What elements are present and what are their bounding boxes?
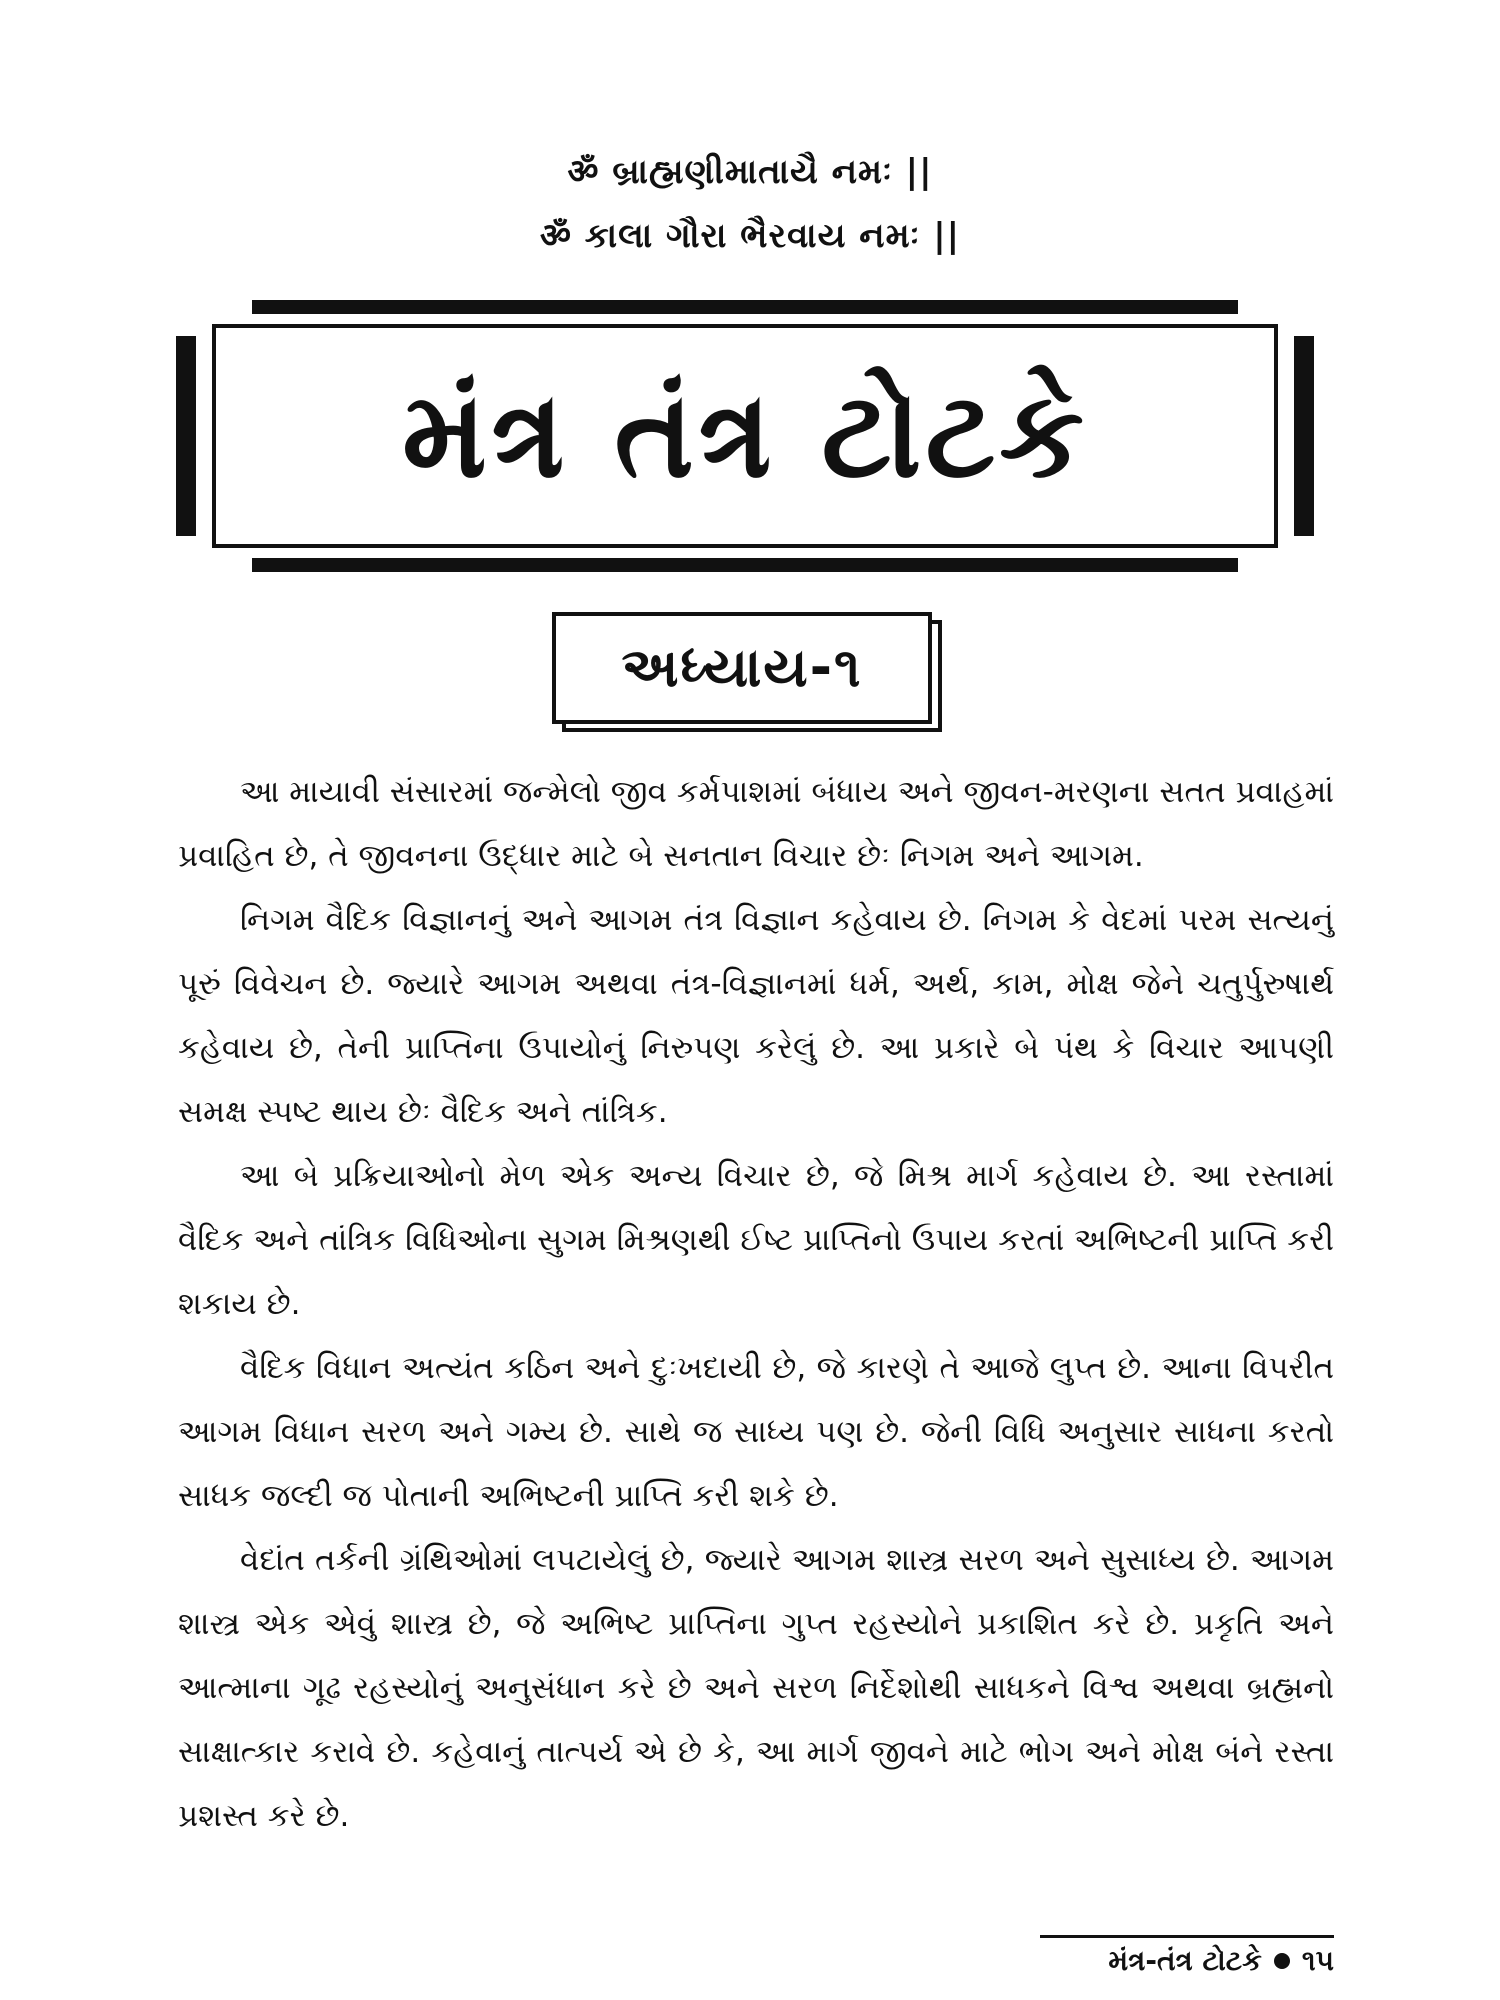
footer-book-title: મંત્ર-તંત્ર ટોટકે bbox=[1108, 1944, 1262, 1977]
page-number: ૧૫ bbox=[1301, 1944, 1334, 1977]
paragraph: આ માયાવી સંસારમાં જન્મેલો જીવ કર્મપાશમાં બંધાય અને જીવન-મરણના સતત પ્રવાહમાં પ્રવાહિત છે, તે જીવનના ઉદ્ધાર માટે બે સનતાન વિચાર છેઃ નિગમ અને આગમ. bbox=[178, 774, 1334, 874]
frame-bar-bottom bbox=[252, 558, 1238, 572]
paragraph: વેદાંત તર્કની ગ્રંથિઓમાં લપટાયેલું છે, જ્યારે આગમ શાસ્ત્ર સરળ અને સુસાધ્ય છે. આગમ શાસ્ત્ર એક એવું શાસ્ત્ર છે, જે અભિષ્ટ પ્રાપ્તિના ગુપ્ત રહસ્યોને પ્રકાશિત કરે છે. પ્રકૃતિ અને આત્માના ગૂઢ રહસ્યોનું અનુસંધાન કરે છે અને સરળ નિર્દેશોથી સાધકને વિશ્વ અથવા બ્રહ્મનો સાક્ષાત્કાર કરાવે છે. કહેવાનું તાત્પર્ય એ છે કે, આ માર્ગ જીવને માટે ભોગ અને મોક્ષ બંને રસ્તા પ્રશસ્ત કરે છે. bbox=[178, 1542, 1334, 1834]
chapter-heading: અધ્યાય-૧ bbox=[621, 636, 863, 699]
chapter-label-box bbox=[552, 612, 942, 732]
page-footer bbox=[1108, 1944, 1334, 1978]
title-frame bbox=[176, 300, 1314, 572]
bullet-icon bbox=[1274, 1953, 1290, 1969]
frame-side-right bbox=[1294, 336, 1314, 536]
chapter-box bbox=[552, 612, 932, 724]
body-text bbox=[178, 760, 1334, 1848]
paragraph: નિગમ વૈદિક વિજ્ઞાનનું અને આગમ તંત્ર વિજ્ઞાન કહેવાય છે. નિગમ કે વેદમાં પરમ સત્યનું પૂરું વિવેચન છે. જ્યારે આગમ અથવા તંત્ર-વિજ્ઞાનમાં ધર્મ, અર્થ, કામ, મોક્ષ જેને ચતુર્પુરુષાર્થ કહેવાય છે, તેની પ્રાપ્તિના ઉપાયોનું નિરુપણ કરેલું છે. આ પ્રકારે બે પંથ કે વિચાર આપણી સમક્ષ સ્પષ્ટ થાય છેઃ વૈદિક અને તાંત્રિક. bbox=[178, 902, 1334, 1130]
title-box bbox=[212, 324, 1278, 548]
frame-side-left bbox=[176, 336, 196, 536]
paragraph: વૈદિક વિધાન અત્યંત કઠિન અને દુઃખદાયી છે, જે કારણે તે આજે લુપ્ત છે. આના વિપરીત આગમ વિધાન સરળ અને ગમ્ય છે. સાથે જ સાધ્ય પણ છે. જેની વિધિ અનુસાર સાધના કરતો સાધક જલ્દી જ પોતાની અભિષ્ટની પ્રાપ્તિ કરી શકે છે. bbox=[178, 1350, 1334, 1514]
footer-rule bbox=[1040, 1935, 1334, 1938]
invocation-line: ॐ કાલા ગૌરા ભૈરવાય નમઃ || bbox=[539, 216, 961, 256]
page-title: મંત્ર તંત્ર ટોટકે bbox=[402, 366, 1088, 505]
invocation-line: ॐ બ્રાહ્મણીમાતાયૈ નમઃ || bbox=[567, 152, 933, 192]
invocations bbox=[0, 140, 1500, 268]
frame-bar-top bbox=[252, 300, 1238, 314]
paragraph: આ બે પ્રક્રિયાઓનો મેળ એક અન્ય વિચાર છે, જે મિશ્ર માર્ગ કહેવાય છે. આ રસ્તામાં વૈદિક અને તાંત્રિક વિધિઓના સુગમ મિશ્રણથી ઈષ્ટ પ્રાપ્તિનો ઉપાય કરતાં અભિષ્ટની પ્રાપ્તિ કરી શકાય છે. bbox=[178, 1158, 1334, 1322]
